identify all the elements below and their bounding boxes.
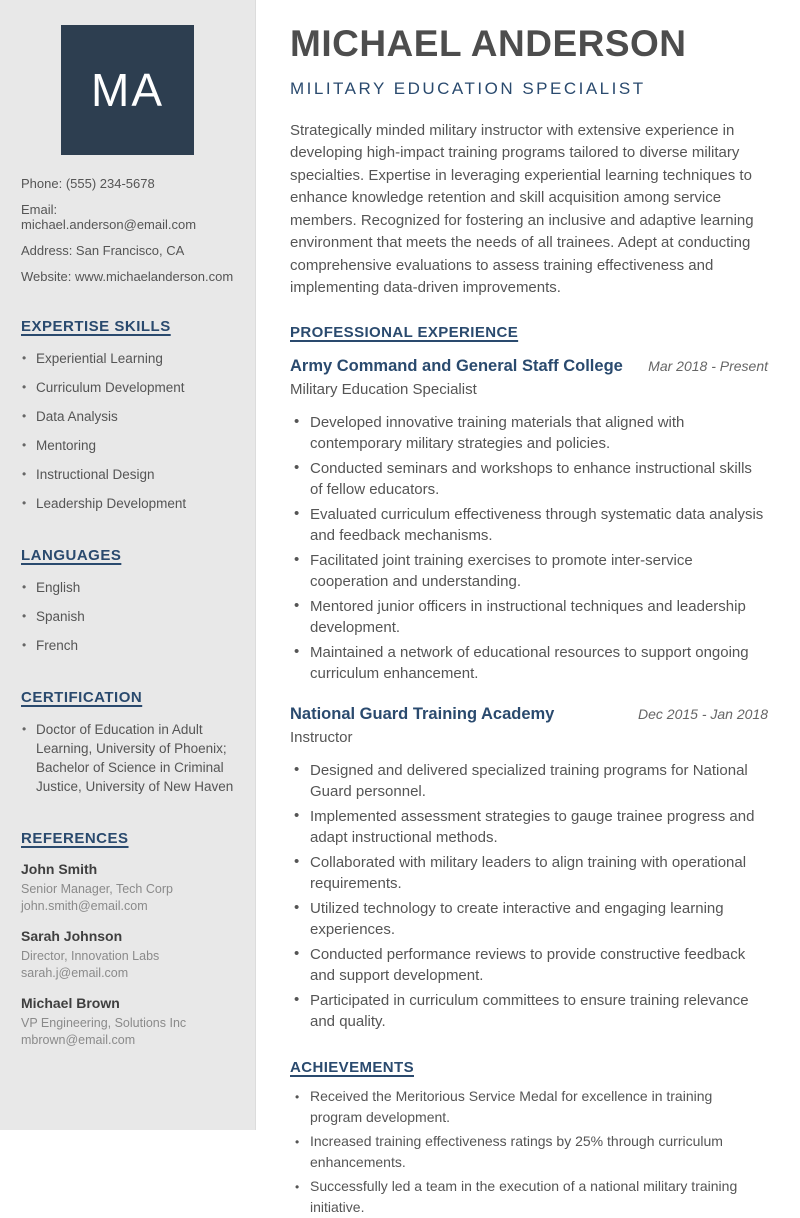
summary-paragraph: Strategically minded military instructor with extensive experience in developing high-impact training programs tailored to diverse military specialties. Expertise in leveraging experiential learning techniques to enhance knowledge retention and skill acquisition among service members. Recognized for fostering an inclusive and adaptive learning environment that meets the needs of all trainees. Adept at conducting comprehensive evaluations to assess training effectiveness and implementing data-driven improvements.: [290, 121, 754, 297]
job-role: Instructor: [290, 728, 353, 746]
skill-item: • Leadership Development: [21, 494, 234, 513]
job-dates: Dec 2015 - Jan 2018: [638, 705, 768, 722]
avatar: [61, 25, 194, 155]
job-bullet: • Designed and delivered specialized training programs for National Guard personnel.: [290, 760, 768, 803]
job-header: [290, 705, 768, 724]
candidate-name: MICHAEL ANDERSON: [290, 23, 687, 64]
main-content: [256, 0, 800, 1215]
reference-email: john.smith@email.com: [21, 899, 148, 914]
avatar-initials: MA: [91, 64, 164, 116]
job-bullet: • Utilized technology to create interactive and engaging learning experiences.: [290, 898, 768, 941]
languages-list: [21, 578, 234, 655]
job-bullet: • Mentored junior officers in instructional techniques and leadership development.: [290, 596, 768, 639]
reference-name: John Smith: [21, 861, 98, 878]
reference-role: VP Engineering, Solutions Inc: [21, 1016, 187, 1031]
job-role: Military Education Specialist: [290, 380, 477, 398]
job-bullet: • Collaborated with military leaders to align training with operational requirements.: [290, 852, 768, 895]
job-bullet-list: [290, 412, 768, 685]
reference-role: Senior Manager, Tech Corp: [21, 882, 173, 897]
job-bullet: • Conducted performance reviews to provide constructive feedback and support development.: [290, 944, 768, 987]
reference-name: Sarah Johnson: [21, 928, 123, 945]
languages-heading: LANGUAGES: [21, 547, 122, 565]
reference-email: mbrown@email.com: [21, 1033, 136, 1048]
job-company: Army Command and General Staff College: [290, 356, 623, 375]
reference-role: Director, Innovation Labs: [21, 949, 160, 964]
language-item: • French: [21, 636, 234, 655]
job-entry-2: [290, 705, 768, 1033]
achievements-heading: ACHIEVEMENTS: [290, 1058, 414, 1076]
reference-entry: [21, 928, 234, 982]
certification-heading: CERTIFICATION: [21, 689, 143, 707]
achievement-bullet: • Received the Meritorious Service Medal for excellence in training program development.: [290, 1086, 768, 1128]
certification-list: [21, 720, 234, 796]
expertise-skills-heading: EXPERTISE SKILLS: [21, 318, 171, 336]
contact-line: Email: michael.anderson@email.com: [21, 202, 197, 232]
achievement-bullet: • Increased training effectiveness ratings by 25% through curriculum enhancements.: [290, 1131, 768, 1173]
skill-item: • Instructional Design: [21, 465, 234, 484]
language-item: • Spanish: [21, 607, 234, 626]
reference-email: sarah.j@email.com: [21, 966, 129, 981]
skill-item: • Experiential Learning: [21, 349, 234, 368]
language-item: • English: [21, 578, 234, 597]
references-heading: REFERENCES: [21, 830, 129, 848]
reference-entry: [21, 995, 234, 1049]
certification-item: • Doctor of Education in Adult Learning, University of Phoenix; Bachelor of Science in Criminal Justice, University of New Haven: [21, 720, 234, 796]
job-bullet: • Participated in curriculum committees to ensure training relevance and quality.: [290, 990, 768, 1033]
skill-item: • Mentoring: [21, 436, 234, 455]
job-entry-1: [290, 357, 768, 685]
job-header: [290, 357, 768, 376]
contact-line: Website: www.michaelanderson.com: [21, 269, 234, 285]
reference-name: Michael Brown: [21, 995, 120, 1012]
professional-experience-heading: PROFESSIONAL EXPERIENCE: [290, 323, 519, 341]
achievements-section: [290, 1059, 768, 1218]
contact-line: Address: San Francisco, CA: [21, 242, 185, 258]
contact-line: Phone: (555) 234-5678: [21, 176, 155, 191]
job-company: National Guard Training Academy: [290, 704, 555, 723]
achievement-bullet: • Successfully led a team in the execution of a national military training initiative.: [290, 1176, 768, 1218]
candidate-title: MILITARY EDUCATION SPECIALIST: [290, 78, 646, 98]
job-bullet: • Maintained a network of educational resources to support ongoing curriculum enhancement.: [290, 642, 768, 685]
job-bullet: • Evaluated curriculum effectiveness through systematic data analysis and feedback mechanisms.: [290, 504, 768, 547]
references-list: [21, 861, 234, 1049]
expertise-skills-list: [21, 349, 234, 513]
job-bullet: • Conducted seminars and workshops to enhance instructional skills of fellow educators.: [290, 458, 768, 501]
skill-item: • Curriculum Development: [21, 378, 234, 397]
job-bullet: • Facilitated joint training exercises to promote inter-service cooperation and understanding.: [290, 550, 768, 593]
job-bullet-list: [290, 760, 768, 1033]
reference-entry: [21, 861, 234, 915]
sidebar: [0, 0, 256, 1130]
contact-info: [21, 177, 234, 284]
job-dates: Mar 2018 - Present: [648, 357, 768, 374]
skill-item: • Data Analysis: [21, 407, 234, 426]
achievements-list: [290, 1086, 768, 1218]
job-bullet: • Implemented assessment strategies to gauge trainee progress and adapt instructional methods.: [290, 806, 768, 849]
job-bullet: • Developed innovative training materials that aligned with contemporary military strategies and policies.: [290, 412, 768, 455]
